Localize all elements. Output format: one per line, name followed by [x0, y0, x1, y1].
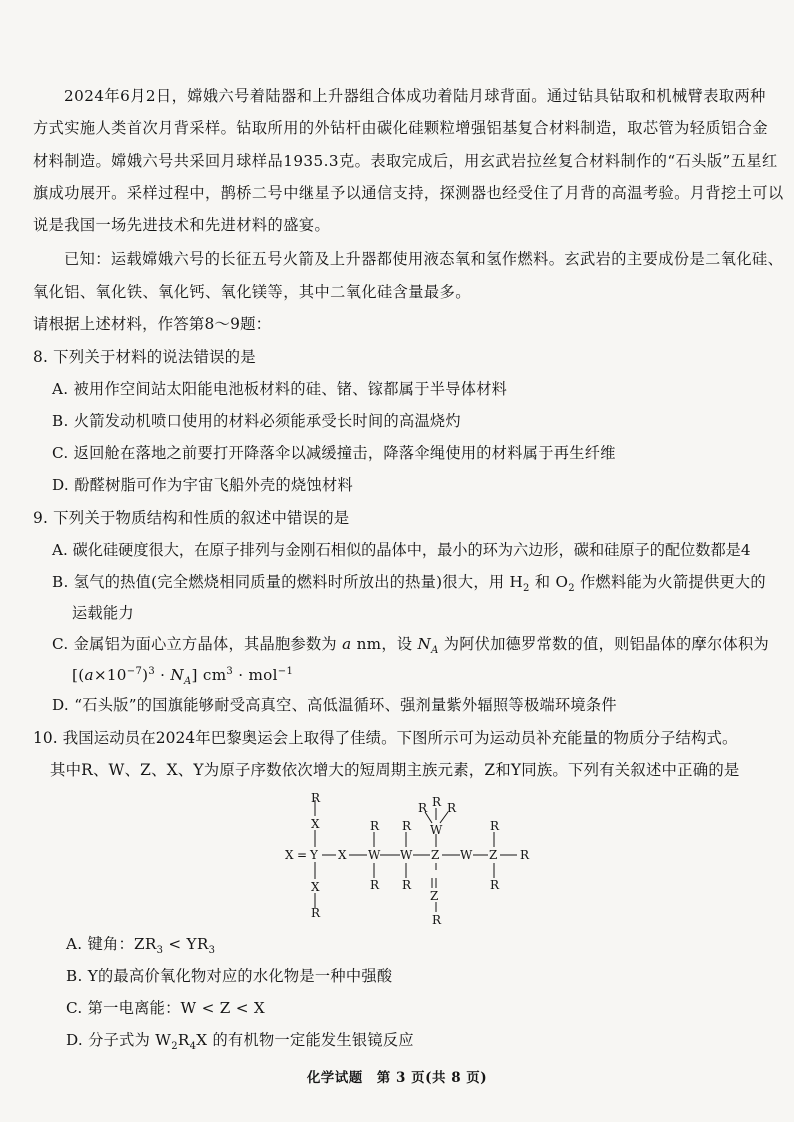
lattice-param: a [342, 635, 352, 653]
q9-c-text: C. 金属铝为面心立方晶体，其晶胞参数为 [52, 635, 337, 653]
q9-stem: 9. 下列关于物质结构和性质的叙述中错误的是 [33, 509, 350, 527]
svg-text:R: R [418, 801, 428, 815]
svg-text:W: W [430, 823, 443, 837]
svg-text:W: W [368, 848, 381, 862]
q9-option-c-line1 [52, 634, 769, 661]
q10-stem-2: 其中R、W、Z、X、Y为原子序数依次增大的短周期主族元素，Z和Y同族。下列有关叙述中正确的是 [50, 761, 740, 779]
passage-line-5: 说是我国一场先进技术和先进材料的盛宴。 [33, 216, 331, 234]
q10-option-c: C. 第一电离能：W < Z < X [66, 999, 265, 1017]
svg-text:R: R [370, 878, 380, 892]
svg-text:R: R [402, 878, 412, 892]
q9-option-d: D. “石头版”的国旗能够耐受高真空、高低温循环、强剂量紫外辐照等极端环境条件 [52, 696, 617, 714]
q9-option-a: A. 碳化硅硬度很大，在原子排列与金刚石相似的晶体中，最小的环为六边形，碳和硅原子的配位数都是4 [52, 541, 751, 559]
q10-stem-1: 10. 我国运动员在2024年巴黎奥运会上取得了佳绩。下图所示可为运动员补充能量的物质分子结构式。 [33, 729, 738, 747]
svg-text:R: R [490, 878, 500, 892]
q9-c-mid: nm，设 [356, 635, 413, 653]
svg-text:R: R [432, 795, 442, 809]
page-footer: 化学试题 第 3 页(共 8 页) [306, 1070, 488, 1086]
h2-symbol: $H_2$ [509, 573, 530, 595]
svg-text:X: X [338, 848, 347, 862]
svg-text:R: R [520, 848, 530, 862]
q9-option-c-formula: $[(a\times 10^{-7})^3 \cdot N_A] cm^3 \cdot mol^{-1}$ [72, 666, 294, 688]
svg-text:R: R [311, 791, 321, 805]
q8-option-a: A. 被用作空间站太阳能电池板材料的硅、锗、镓都属于半导体材料 [52, 380, 508, 398]
avogadro-symbol: $N_A$ [417, 635, 439, 657]
svg-text:Z: Z [430, 889, 439, 903]
svg-text:W: W [460, 848, 473, 862]
svg-text:R: R [370, 819, 380, 833]
passage-line-3: 材料制造。嫦娥六号共采回月球样品1935.3克。表取完成后，用玄武岩拉丝复合材料制作的“石头版”五星红 [33, 152, 778, 170]
q8-option-b: B. 火箭发动机喷口使用的材料必须能承受长时间的高温烧灼 [52, 412, 461, 430]
q10-option-b: B. Y的最高价氧化物对应的水化物是一种中强酸 [66, 967, 393, 985]
o2-symbol: $O_2$ [555, 573, 575, 595]
q8-option-d: D. 酚醛树脂可作为宇宙飞船外壳的烧蚀材料 [52, 476, 353, 494]
known-line-1: 已知：运载嫦娥六号的长征五号火箭及上升器都使用液态氧和氢作燃料。玄武岩的主要成份是二氧化硅、 [64, 250, 784, 268]
q9-b-end: 作燃料能为火箭提供更大的 [580, 573, 766, 591]
svg-text:R: R [447, 801, 457, 815]
instruction: 请根据上述材料，作答第8～9题： [33, 315, 272, 333]
q8-stem: 8. 下列关于材料的说法错误的是 [33, 348, 256, 366]
svg-text:Y: Y [310, 848, 318, 862]
svg-text:Z: Z [489, 848, 498, 862]
passage-line-2: 方式实施人类首次月背采样。钻取所用的外钻杆由碳化硅颗粒增强铝基复合材料制造，取芯管为轻质铝合金 [33, 119, 768, 137]
q9-option-b-line1 [52, 572, 766, 599]
svg-text:R: R [490, 819, 500, 833]
q9-option-b-line2: 运载能力 [72, 604, 134, 622]
molecular-structure-diagram [270, 790, 540, 930]
atom-labels [285, 791, 530, 927]
q9-c-end: 为阿伏加德罗常数的值，则铝晶体的摩尔体积为 [443, 635, 769, 653]
q9-b-and: 和 [534, 573, 551, 591]
svg-text:X: X [311, 817, 320, 831]
svg-text:R: R [311, 906, 321, 920]
q10-option-d: D. 分子式为 $W_2R_4X$ 的有机物一定能发生银镜反应 [66, 1031, 414, 1053]
q10-option-a: A. 键角：$ZR_3 < YR_3$ [66, 935, 216, 957]
q9-b-text: B. 氢气的热值(完全燃烧相同质量的燃料时所放出的热量)很大，用 [52, 573, 505, 591]
svg-text:Z: Z [431, 848, 440, 862]
passage-line-4: 旗成功展开。采样过程中，鹊桥二号中继星予以通信支持，探测器也经受住了月背的高温考验。月背挖土可以 [33, 184, 784, 202]
svg-text:W: W [400, 848, 413, 862]
svg-text:=: = [297, 848, 308, 862]
svg-text:X: X [311, 880, 320, 894]
svg-text:X: X [285, 848, 294, 862]
svg-text:R: R [402, 819, 412, 833]
svg-text:R: R [432, 913, 442, 927]
known-line-2: 氧化铝、氧化铁、氧化钙、氧化镁等，其中二氧化硅含量最多。 [33, 283, 471, 301]
q8-option-c: C. 返回舱在落地之前要打开降落伞以减缓撞击，降落伞绳使用的材料属于再生纤维 [52, 444, 616, 462]
passage-line-1: 2024年6月2日，嫦娥六号着陆器和上升器组合体成功着陆月球背面。通过钻具钻取和机械臂表取两种 [64, 87, 766, 105]
